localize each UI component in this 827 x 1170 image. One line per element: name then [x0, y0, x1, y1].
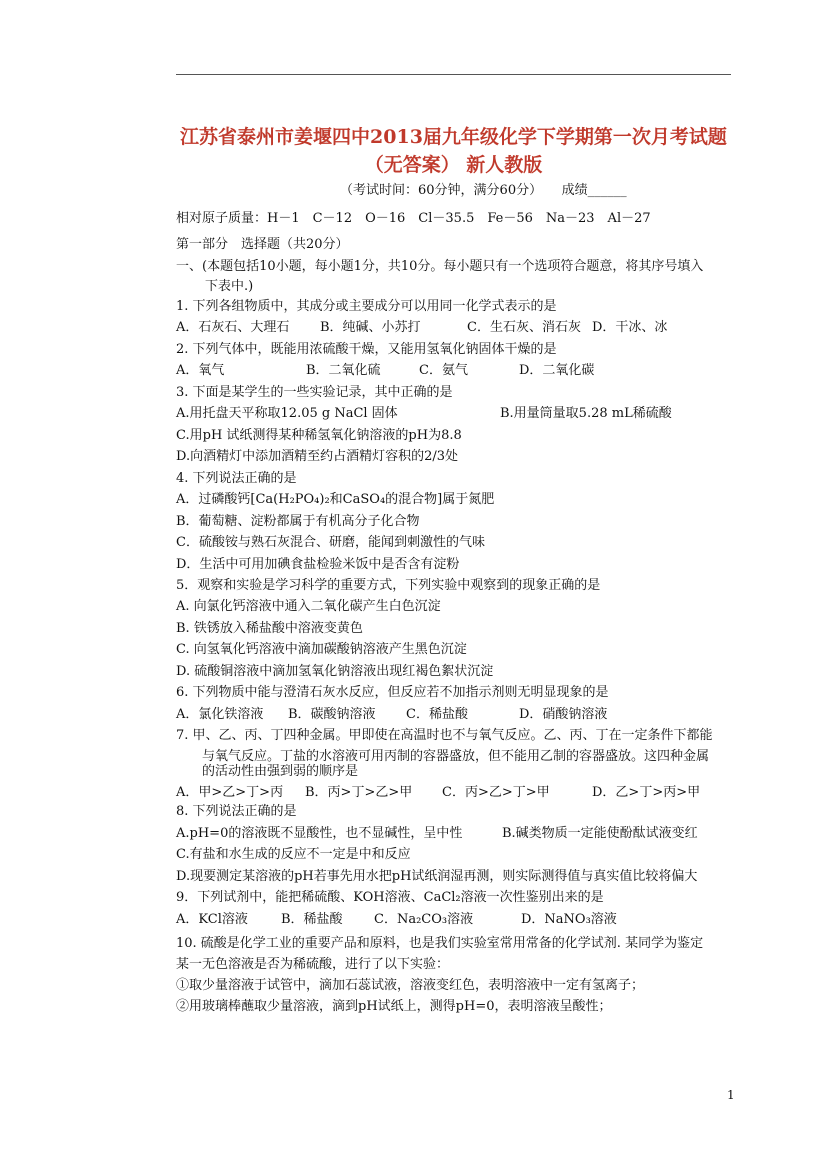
question-9-options	[176, 910, 736, 930]
section-intro-1: 一、(本题包括10小题，每小题1分，共10分。每小题只有一个选项符合题意，将其序号填入	[176, 259, 704, 274]
option-d: D．干冰、冰	[592, 320, 668, 335]
question-10-step-1: ①取少量溶液于试管中，滴加石蕊试液，溶液变红色，表明溶液中一定有氢离子；	[176, 978, 645, 993]
question-10-step-2: ②用玻璃棒蘸取少量溶液，滴到pH试纸上，测得pH=0，表明溶液呈酸性；	[176, 999, 612, 1014]
option-b: B.用量筒量取5.28 mL稀硫酸	[500, 406, 672, 421]
option-c: C．生石灰、消石灰	[467, 320, 581, 335]
option-a: A.用托盘天平称取12.05 g NaCl 固体	[176, 406, 398, 421]
question-10-stem-1: 10. 硫酸是化学工业的重要产品和原料，也是我们实验室常用常备的化学试剂. 某同学为鉴定	[176, 936, 704, 951]
option-d: D．乙>丁>丙>甲	[592, 785, 701, 800]
option-c: C．Na₂CO₃溶液	[374, 912, 474, 927]
question-8-options-ab	[176, 824, 736, 844]
option-b: B.碱类物质一定能使酚酞试液变红	[502, 826, 698, 841]
option-a: A．甲>乙>丁>丙	[176, 785, 284, 800]
question-7-stem-3: 的活动性由强到弱的顺序是	[202, 764, 359, 779]
question-9-stem: 9．下列试剂中，能把稀硫酸、KOH溶液、CaCl₂溶液一次性鉴别出来的是	[176, 890, 604, 905]
question-3-options-ab	[176, 404, 736, 424]
question-5-option-c: C. 向氢氧化钙溶液中滴加碳酸钠溶液产生黑色沉淀	[176, 642, 467, 657]
question-5-option-a: A. 向氯化钙溶液中通入二氧化碳产生白色沉淀	[176, 599, 441, 614]
question-1-options	[176, 318, 736, 338]
question-5-option-b: B. 铁锈放入稀盐酸中溶液变黄色	[176, 621, 363, 636]
question-8-option-d: D.现要测定某溶液的pH若事先用水把pH试纸润湿再测，则实际测得值与真实值比较将偏大	[176, 869, 698, 884]
option-a: A．石灰石、大理石	[176, 320, 290, 335]
header-rule	[176, 74, 731, 75]
question-8-option-c: C.有盐和水生成的反应不一定是中和反应	[176, 847, 411, 862]
question-10-stem-2: 某一无色溶液是否为稀硫酸，进行了以下实验：	[176, 957, 450, 972]
option-c: C．稀盐酸	[406, 707, 468, 722]
question-4-option-b: B．葡萄糖、淀粉都属于有机高分子化合物	[176, 514, 420, 529]
option-b: B．碳酸钠溶液	[288, 707, 376, 722]
question-4-option-d: D．生活中可用加碘食盐检验米饭中是否含有淀粉	[176, 557, 460, 572]
question-4-option-a: A．过磷酸钙[Ca(H₂PO₄)₂和CaSO₄的混合物]属于氮肥	[176, 492, 495, 507]
question-3-stem: 3. 下面是某学生的一些实验记录，其中正确的是	[176, 385, 453, 400]
option-b: B．纯碱、小苏打	[320, 320, 421, 335]
option-c: C．氨气	[419, 363, 468, 378]
question-8-stem: 8. 下列说法正确的是	[176, 804, 297, 819]
option-a: A．氧气	[176, 363, 225, 378]
question-7-stem-2: 与氧气反应。丁盐的水溶液可用丙制的容器盛放，但不能用乙制的容器盛放。这四种金属	[202, 749, 710, 764]
question-3-option-c: C.用pH 试纸测得某种稀氢氧化钠溶液的pH为8.8	[176, 428, 462, 443]
option-d: D．二氧化碳	[519, 363, 595, 378]
option-b: B．二氧化硫	[306, 363, 381, 378]
question-6-stem: 6. 下列物质中能与澄清石灰水反应，但反应若不加指示剂则无明显现象的是	[176, 685, 609, 700]
option-d: D．硝酸钠溶液	[519, 707, 608, 722]
option-c: C．丙>乙>丁>甲	[442, 785, 550, 800]
question-2-options	[176, 361, 736, 381]
question-7-stem-1: 7. 甲、乙、丙、丁四种金属。甲即使在高温时也不与氧气反应。乙、丙、丁在一定条件下都能	[176, 728, 713, 743]
option-b: B．丙>丁>乙>甲	[305, 785, 413, 800]
option-a: A．KCl溶液	[176, 912, 248, 927]
section-intro-2: 下表中.)	[205, 279, 254, 294]
page-number: 1	[727, 1088, 735, 1102]
title-line-2: （无答案） 新人教版	[364, 154, 543, 176]
option-a: A.pH=0的溶液既不显酸性，也不显碱性，呈中性	[176, 826, 463, 841]
question-5-stem: 5．观察和实验是学习科学的重要方式，下列实验中观察到的现象正确的是	[176, 578, 601, 593]
title-line-1: 江苏省泰州市姜堰四中2013届九年级化学下学期第一次月考试题	[180, 126, 727, 148]
atomic-mass: 相对原子质量：H－1 C－12 O－16 Cl－35.5 Fe－56 Na－23 Al－27	[176, 211, 651, 226]
section-part: 第一部分 选择题（共20分）	[176, 237, 349, 252]
option-a: A．氯化铁溶液	[176, 707, 264, 722]
question-1-stem: 1. 下列各组物质中，其成分或主要成分可以用同一化学式表示的是	[176, 299, 557, 314]
question-7-options	[176, 783, 736, 803]
exam-info: （考试时间：60分钟，满分60分） 成绩______	[340, 183, 627, 198]
option-b: B．稀盐酸	[281, 912, 343, 927]
question-3-option-d: D.向酒精灯中添加酒精至约占酒精灯容积的2/3处	[176, 449, 459, 464]
question-2-stem: 2. 下列气体中，既能用浓硫酸干燥，又能用氢氧化钠固体干燥的是	[176, 342, 557, 357]
question-6-options	[176, 705, 736, 725]
question-4-stem: 4. 下列说法正确的是	[176, 471, 297, 486]
question-4-option-c: C．硫酸铵与熟石灰混合、研磨，能闻到刺激性的气味	[176, 535, 485, 550]
option-d: D．NaNO₃溶液	[521, 912, 617, 927]
question-5-option-d: D. 硫酸铜溶液中滴加氢氧化钠溶液出现红褐色絮状沉淀	[176, 664, 494, 679]
